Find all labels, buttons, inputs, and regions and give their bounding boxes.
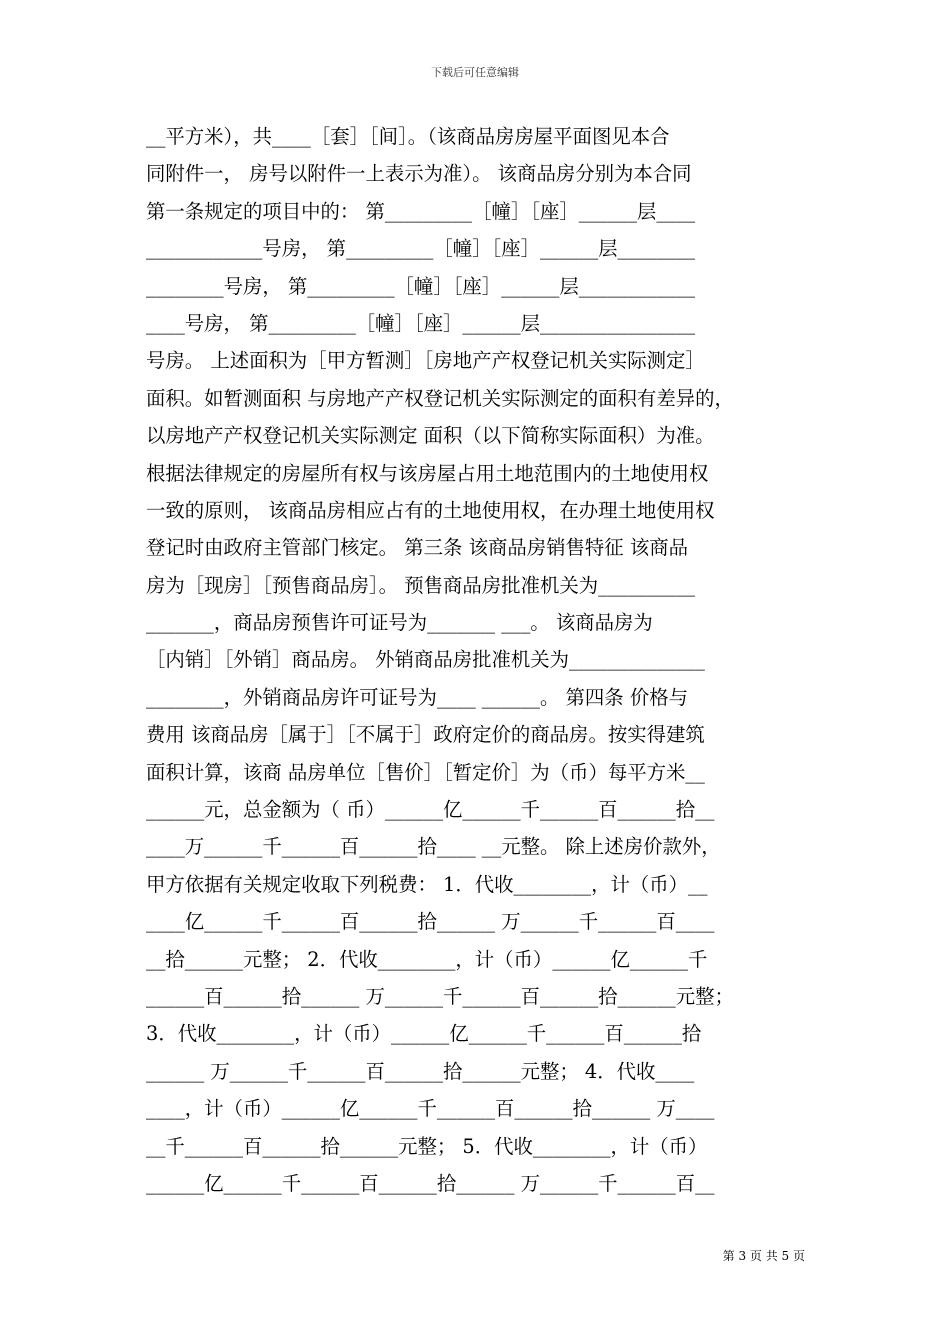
text-line: 费用 该商品房［属于］［不属于］政府定价的商品房。按实得建筑 <box>146 723 705 747</box>
text-line: ________号房， 第_________［幢］［座］______层____________ <box>146 274 696 298</box>
text-line: __平方米），共____［套］［间］。（该商品房房屋平面图见本合 <box>146 125 670 148</box>
text-line: __千______百______拾______元整； 5．代收________，计（币） <box>146 1134 708 1158</box>
text-line: ［内销］［外销］商品房。 外销商品房批准机关为______________ <box>146 648 705 672</box>
text-line: 同附件一， 房号以附件一上表示为准）。 该商品房分别为本合同 <box>146 162 692 186</box>
text-line: 一致的原则， 该商品房相应占有的土地使用权，在办理土地使用权 <box>146 498 715 522</box>
text-line: 甲方依据有关规定收取下列税费： 1．代收________，计（币）__ <box>146 872 708 896</box>
text-line: 面积。如暂测面积 与房地产产权登记机关实际测定的面积有差异的， <box>146 386 734 410</box>
text-line: 以房地产产权登记机关实际测定 面积（以下简称实际面积）为准。 <box>146 424 715 448</box>
text-line: 房为［现房］［预售商品房］。 预售商品房批准机关为__________ <box>146 573 696 597</box>
text-line: ____________号房， 第_________［幢］［座］______层________ <box>146 237 696 261</box>
text-line: ______百______拾______ 万______千______百______拾______元整； <box>146 984 734 1008</box>
text-line: ____号房， 第_________［幢］［座］______层________________ <box>146 311 696 335</box>
text-line: ____万______千______百______拾____ __元整。 除上述房价款外， <box>146 835 721 859</box>
text-line: 3．代收________，计（币）______亿______千______百______拾 <box>146 1022 702 1046</box>
text-line: _______，商品房预售许可证号为_______ ___。 该商品房为 <box>146 611 653 635</box>
text-line: 登记时由政府主管部门核定。 第三条 该商品房销售特征 该商品 <box>146 536 689 560</box>
text-line: 面积计算，该商 品房单位［售价］［暂定价］为（币）每平方米__ <box>146 760 705 784</box>
text-line: ______元，总金额为（ 币）______亿______千______百______拾__ <box>146 798 715 822</box>
text-line: 第一条规定的项目中的： 第_________［幢］［座］______层____ <box>146 199 696 223</box>
contract-body-text <box>146 118 808 1202</box>
text-line: 号房。 上述面积为［甲方暂测］［房地产产权登记机关实际测定］ <box>146 349 705 373</box>
page-number: 第 3 页 共 5 页 <box>722 1249 805 1263</box>
text-line: 根据法律规定的房屋所有权与该房屋占用土地范围内的土地使用权 <box>146 461 709 485</box>
text-line: ____亿______千______百______拾______ 万______千______百____ <box>146 910 715 934</box>
text-line: __拾______元整； 2．代收________，计（币）______亿______千 <box>146 947 708 971</box>
text-line: ________，外销商品房许可证号为____ ______。 第四条 价格与 <box>146 685 689 709</box>
page-header-note: 下载后可任意编辑 <box>431 66 519 79</box>
text-line: ______ 万______千______百______拾______元整； 4．代收____ <box>146 1059 695 1083</box>
text-line: ____，计（币）______亿______千______百______拾______ 万____ <box>146 1097 715 1121</box>
text-line: ______亿______千______百______拾______ 万______千______百__ <box>146 1171 715 1195</box>
